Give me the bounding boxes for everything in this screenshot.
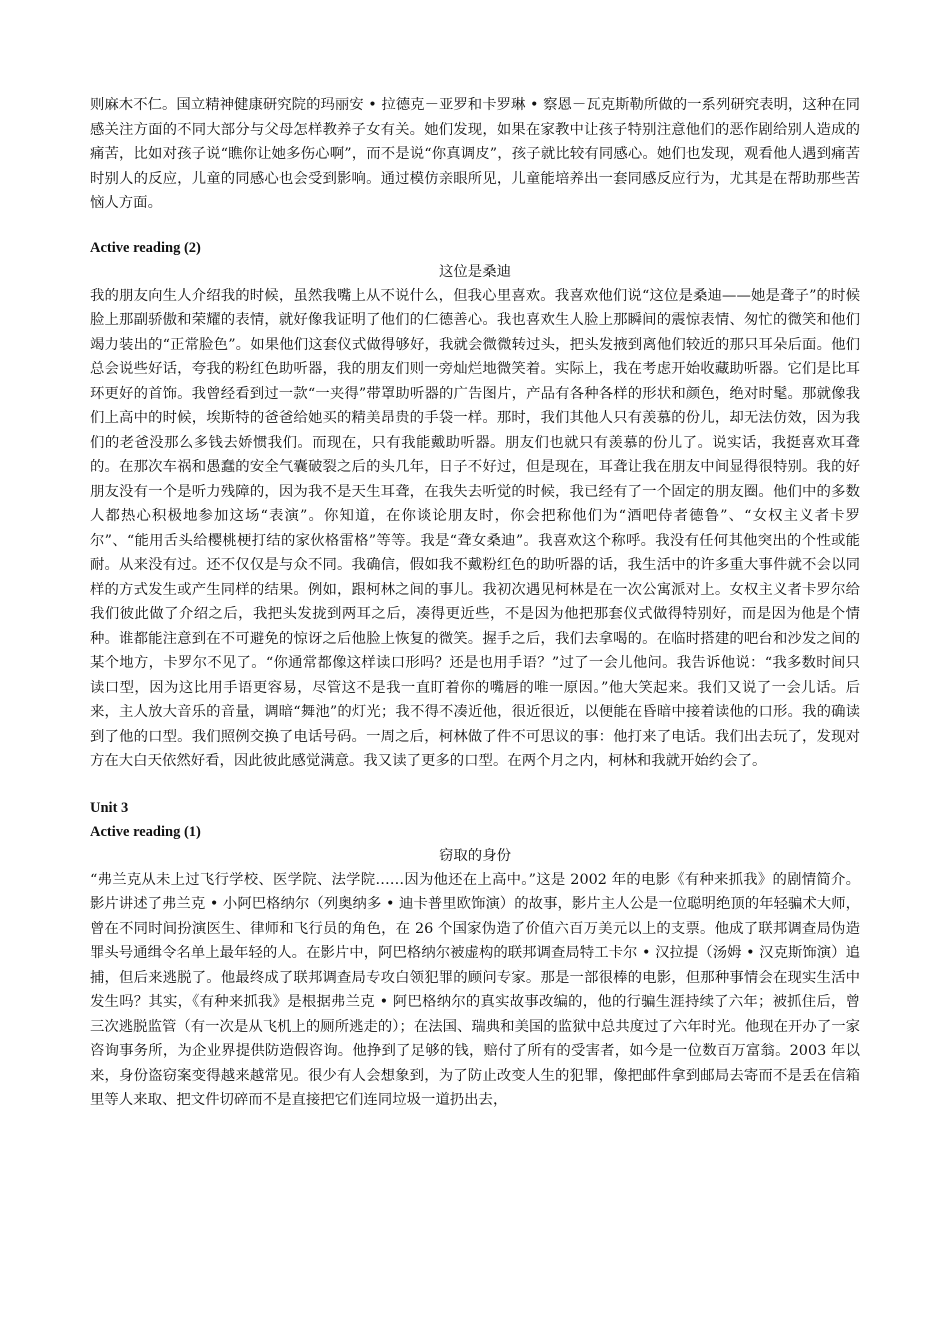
story-title-stolen-identity: 窃取的身份 [439, 847, 511, 864]
section-heading-active-reading-2: Active reading (2) [90, 239, 201, 256]
section-gap [90, 216, 860, 236]
intro-paragraph: 则麻木不仁。国立精神健康研究院的玛丽安 • 拉德克－亚罗和卡罗琳 • 察恩－瓦克斯勒所做的一系列研究表明，这种在同感关注方面的不同大部分与父母怎样教养子女有关。她们发现，如果在家教中让孩子特别注意他们的恶作剧给别人造成的痛苦，比如对孩子说“瞧你让她多伤心啊”，而不是说“你真调皮”，孩子就比较有同感心。她们也发现，观看他人遇到痛苦时别人的反应，儿童的同感心也会受到影响。通过模仿亲眼所见，儿童能培养出一套同感反应行为，尤其是在帮助那些苦恼人方面。 [90, 97, 860, 211]
story-body-stolen-identity: “弗兰克从未上过飞行学校、医学院、法学院……因为他还在上高中。”这是 2002 年的电影《有种来抓我》的剧情简介。影片讲述了弗兰克 • 小阿巴格纳尔（列奥纳多 • 迪卡普里欧饰演）的故事，影片主人公是一位聪明绝顶的年轻骗术大师，曾在不同时间扮演医生、律师和飞行员的角色，在 26 个国家伪造了价值六百万美元以上的支票。他成了联邦调查局伪造罪头号通缉令名单上最年轻的人。在影片中，阿巴格纳尔被虚构的联邦调查局特工卡尔 • 汉拉提（汤姆 • 汉克斯饰演）追捕，但后来逃脱了。他最终成了联邦调查局专攻白领犯罪的顾问专家。那是一部很棒的电影，但那种事情会在现实生活中发生吗？其实，《有种来抓我》是根据弗兰克 • 阿巴格纳尔的真实故事改编的，他的行骗生涯持续了六年；被抓住后，曾三次逃脱监管（有一次是从飞机上的厕所逃走的）；在法国、瑞典和美国的监狱中总共度过了六年时光。他现在开办了一家咨询事务所，为企业界提供防造假咨询。他挣到了足够的钱，赔付了所有的受害者，如今是一位数百万富翁。2003 年以来，身份盗窃案变得越来越常见。很少有人会想象到，为了防止改变人生的犯罪，像把邮件拿到邮局去寄而不是丢在信箱里等人来取、把文件切碎而不是直接把它们连同垃圾一道扔出去， [90, 871, 860, 1108]
story-body-this-is-sandy: 我的朋友向生人介绍我的时候，虽然我嘴上从不说什么，但我心里喜欢。我喜欢他们说“这位是桑迪——她是聋子”的时候脸上那副骄傲和荣耀的表情，就好像我证明了他们的仁德善心。我也喜欢生人脸上那瞬间的震惊表情、匆忙的微笑和他们竭力装出的“正常脸色”。如果他们这套仪式做得够好，我就会微微转过头，把头发掖到离他们较近的那只耳朵后面。他们总会说些好话，夸我的粉红色助听器，我的朋友们则一旁灿烂地微笑着。实际上，我在考虑开始收藏助听器。它们是比耳环更好的首饰。我曾经看到过一款“一夹得”带罩助听器的广告图片，产品有各种各样的形状和颜色，绝对时髦。那就像我们上高中的时候，埃斯特的爸爸给她买的精美昂贵的手袋一样。那时，我们其他人只有羡慕的份儿，却无法仿效，因为我们的老爸没那么多钱去娇惯我们。而现在，只有我能戴助听器。朋友们也就只有羡慕的份儿了。说实话，我挺喜欢耳聋的。在那次车祸和愚蠢的安全气囊破裂之后的头几年，日子不好过，但是现在，耳聋让我在朋友中间显得很特别。我的好朋友没有一个是听力残障的，因为我不是天生耳聋，在我失去听觉的时候，我已经有了一个固定的朋友圈。他们中的多数人都热心积极地参加这场“表演”。你知道，在你谈论朋友时，你会把称他们为“酒吧侍者德鲁”、“女权主义者卡罗尔”、“能用舌头给樱桃梗打结的家伙格雷格”等等。我是“聋女桑迪”。我喜欢这个称呼。我没有任何其他突出的个性或能耐。从来没有过。还不仅仅是与众不同。我确信，假如我不戴粉红色的助听器的话，我生活中的许多重大事件就不会以同样的方式发生或产生同样的结果。例如，跟柯林之间的事儿。我初次遇见柯林是在一次公寓派对上。女权主义者卡罗尔给我们彼此做了介绍之后，我把头发拢到两耳之后，凑得更近些，不是因为他把那套仪式做得特别好，而是因为他是个情种。谁都能注意到在不可避免的惊讶之后他脸上恢复的微笑。握手之后，我们去拿喝的。在临时搭建的吧台和沙发之间的某个地方，卡罗尔不见了。“你通常都像这样读口形吗？还是也用手语？”过了一会儿他问。我告诉他说：“我多数时间只读口型，因为这比用手语更容易，尽管这不是我一直盯着你的嘴唇的唯一原因。”他大笑起来。我们又说了一会儿话。后来，主人放大音乐的音量，调暗“舞池”的灯光；我不得不凑近他，很近很近，以便能在昏暗中接着读他的口形。我的确读到了他的口型。我们照例交换了电话号码。一周之后，柯林做了件不可思议的事：他打来了电话。我们出去玩了，发现对方在大白天依然好看，因此彼此感觉满意。我又读了更多的口型。在两个月之内，柯林和我就开始约会了。 [90, 287, 860, 769]
unit-heading: Unit 3 [90, 799, 129, 816]
story-title-this-is-sandy: 这位是桑迪 [439, 263, 511, 280]
document-page [90, 93, 860, 1113]
section-gap [90, 774, 860, 796]
section-heading-active-reading-1: Active reading (1) [90, 823, 201, 840]
